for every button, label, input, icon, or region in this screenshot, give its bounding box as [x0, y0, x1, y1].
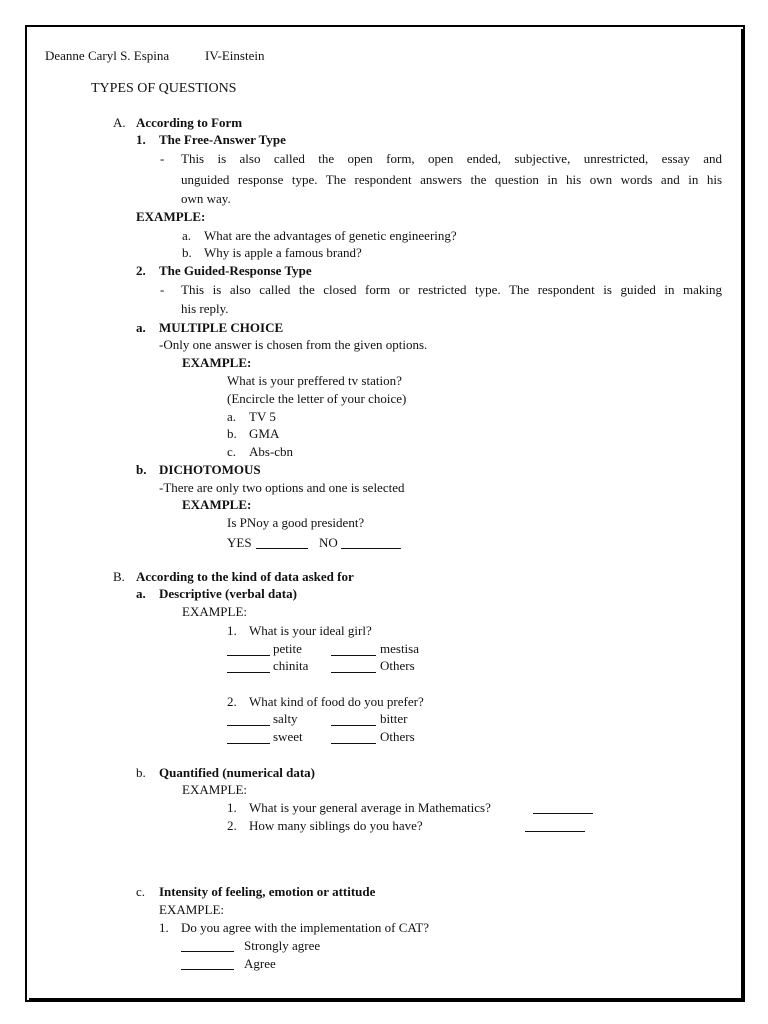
student-section: IV-Einstein: [205, 48, 265, 63]
descriptive-q1-number: 1.: [227, 623, 237, 638]
section-a-label: A.: [113, 115, 126, 130]
descriptive-q1-opt-2: mestisa: [380, 641, 419, 656]
quantified-q1: What is your general average in Mathematics?: [249, 800, 491, 815]
item-1-example-a-letter: a.: [182, 228, 192, 243]
item-1-example-a: What are the advantages of genetic engineering?: [204, 228, 457, 243]
item-2-title: The Guided-Response Type: [159, 263, 312, 278]
item-1-example-b-letter: b.: [182, 245, 192, 260]
descriptive-title: Descriptive (verbal data): [159, 586, 297, 601]
descriptive-q1-blank-3: [227, 660, 270, 673]
item-1-number: 1.: [136, 132, 146, 147]
descriptive-q1: What is your ideal girl?: [249, 623, 372, 638]
mc-option-a: TV 5: [249, 409, 276, 424]
dich-example-label: EXAMPLE:: [182, 497, 252, 512]
descriptive-q1-opt-4: Others: [380, 658, 415, 673]
descriptive-q1-blank-2: [331, 643, 376, 656]
quantified-q1-blank: [533, 801, 593, 814]
mc-instruction: (Encircle the letter of your choice): [227, 391, 407, 406]
item-2-number: 2.: [136, 263, 146, 278]
item-1-example-label: EXAMPLE:: [136, 209, 206, 224]
page-border-shadow-bottom: [29, 998, 744, 1001]
item-1-desc-line-2: unguided response type. The respondent answers the question in his own words and in his: [181, 172, 722, 187]
dich-yes-blank: [256, 536, 308, 549]
descriptive-example-label: EXAMPLE:: [182, 604, 247, 619]
quantified-q2-blank: [525, 819, 585, 832]
item-2-desc-line-1: This is also called the closed form or restricted type. The respondent is guided in making: [181, 282, 722, 297]
section-b-heading: According to the kind of data asked for: [136, 569, 354, 584]
item-2-desc-line-2: his reply.: [181, 301, 229, 316]
quantified-example-label: EXAMPLE:: [182, 782, 247, 797]
intensity-opt-1-blank: [181, 939, 234, 952]
document-title: TYPES OF QUESTIONS: [91, 81, 237, 96]
mc-option-a-letter: a.: [227, 409, 237, 424]
mc-question: What is your preffered tv station?: [227, 373, 402, 388]
descriptive-q2: What kind of food do you prefer?: [249, 694, 424, 709]
section-a-heading: According to Form: [136, 115, 243, 130]
item-1-dash: -: [160, 151, 165, 166]
item-1-example-b: Why is apple a famous brand?: [204, 245, 362, 260]
intensity-q1: Do you agree with the implementation of CAT?: [181, 920, 430, 935]
intensity-example-label: EXAMPLE:: [159, 902, 224, 917]
descriptive-q2-opt-2: bitter: [380, 711, 408, 726]
descriptive-q2-blank-3: [227, 731, 270, 744]
quantified-q1-number: 1.: [227, 800, 237, 815]
item-2-dash: -: [160, 282, 165, 297]
item-1-desc-line-3: own way.: [181, 191, 231, 206]
descriptive-letter: a.: [136, 586, 146, 601]
descriptive-q1-blank-1: [227, 643, 270, 656]
intensity-title: Intensity of feeling, emotion or attitude: [159, 884, 376, 899]
mc-option-b: GMA: [249, 426, 280, 441]
mc-letter: a.: [136, 320, 146, 335]
dich-letter: b.: [136, 462, 147, 477]
descriptive-q1-blank-4: [331, 660, 376, 673]
section-b-label: B.: [113, 569, 125, 584]
mc-option-b-letter: b.: [227, 426, 237, 441]
quantified-q2-number: 2.: [227, 818, 237, 833]
intensity-opt-2-blank: [181, 957, 234, 970]
item-1-desc-line-1: This is also called the open form, open ended, subjective, unrestricted, essay and: [181, 151, 722, 166]
quantified-letter: b.: [136, 765, 146, 780]
descriptive-q2-blank-2: [331, 713, 376, 726]
descriptive-q2-number: 2.: [227, 694, 237, 709]
descriptive-q2-opt-3: sweet: [273, 729, 303, 744]
mc-example-label: EXAMPLE:: [182, 355, 252, 370]
dich-title: DICHOTOMOUS: [159, 462, 261, 477]
descriptive-q2-blank-4: [331, 731, 376, 744]
dich-yes-label: YES: [227, 535, 252, 550]
quantified-title: Quantified (numerical data): [159, 765, 315, 780]
page-border-shadow-right: [741, 29, 744, 1001]
descriptive-q2-blank-1: [227, 713, 270, 726]
quantified-q2: How many siblings do you have?: [249, 818, 423, 833]
dich-question: Is PNoy a good president?: [227, 515, 365, 530]
intensity-q1-number: 1.: [159, 920, 169, 935]
mc-title: MULTIPLE CHOICE: [159, 320, 284, 335]
intensity-letter: c.: [136, 884, 146, 899]
student-name: Deanne Caryl S. Espina: [45, 48, 170, 63]
dich-no-label: NO: [319, 535, 338, 550]
item-1-title: The Free-Answer Type: [159, 132, 286, 147]
intensity-opt-2: Agree: [244, 956, 276, 971]
descriptive-q1-opt-3: chinita: [273, 658, 309, 673]
mc-option-c-letter: c.: [227, 444, 237, 459]
dich-desc: -There are only two options and one is selected: [159, 480, 405, 495]
mc-desc: -Only one answer is chosen from the given options.: [159, 337, 428, 352]
intensity-opt-1: Strongly agree: [244, 938, 321, 953]
descriptive-q2-opt-4: Others: [380, 729, 415, 744]
mc-option-c: Abs-cbn: [249, 444, 294, 459]
descriptive-q1-opt-1: petite: [273, 641, 302, 656]
descriptive-q2-opt-1: salty: [273, 711, 298, 726]
dich-no-blank: [341, 536, 401, 549]
